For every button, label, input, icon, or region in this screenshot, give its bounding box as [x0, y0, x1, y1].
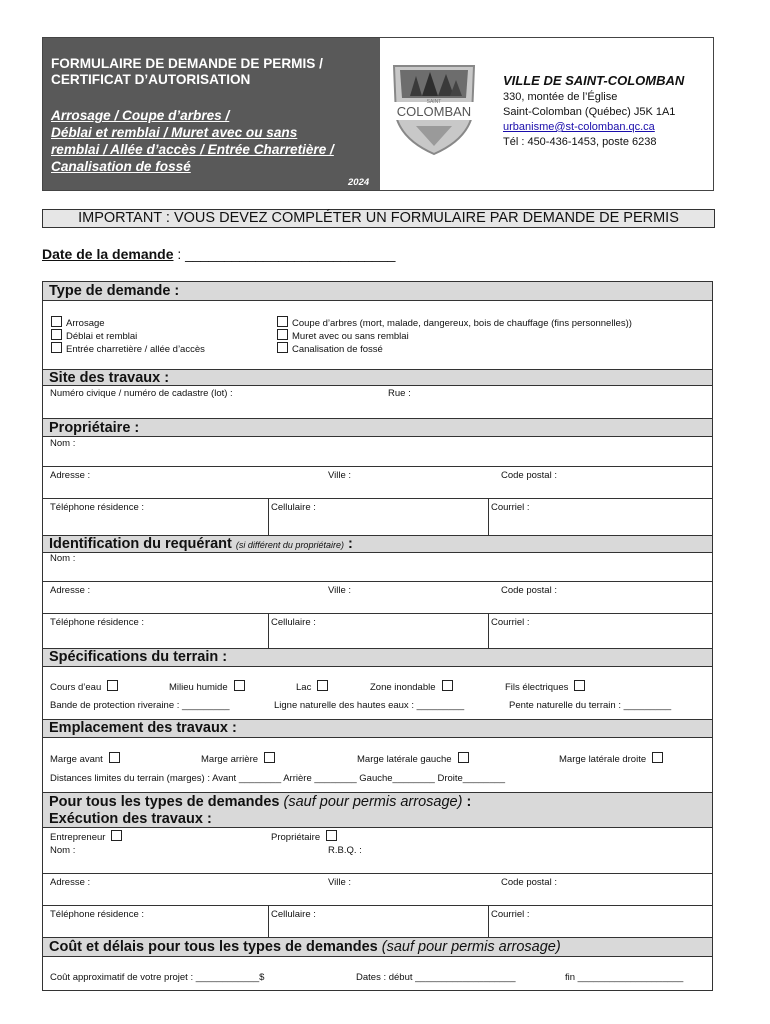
important-banner: IMPORTANT : VOUS DEVEZ COMPLÉTER UN FORMULAIRE PAR DEMANDE DE PERMIS — [42, 209, 715, 228]
svg-text:COLOMBAN: COLOMBAN — [396, 104, 472, 119]
checkbox-muret[interactable]: Muret avec ou sans remblai — [277, 329, 409, 342]
checkbox-arrosage[interactable]: Arrosage — [51, 316, 105, 329]
requester-email-field[interactable]: Courriel : — [491, 617, 530, 628]
exec-city-field[interactable]: Ville : — [328, 877, 352, 888]
checkbox-proprietaire[interactable]: Propriétaire — [271, 830, 337, 843]
checkbox-deblai[interactable]: Déblai et remblai — [51, 329, 137, 342]
exec-name-field[interactable]: Nom : — [50, 845, 76, 856]
label-ligne[interactable]: Ligne naturelle des hautes eaux : _________ — [274, 700, 465, 711]
checkbox-lac[interactable]: Lac — [296, 680, 328, 693]
start-date-field[interactable]: Dates : début ___________________ — [356, 972, 516, 983]
checkbox-marge-gauche[interactable]: Marge latérale gauche — [357, 752, 469, 765]
checkbox-marge-arriere[interactable]: Marge arrière — [201, 752, 275, 765]
exec-email-field[interactable]: Courriel : — [491, 909, 530, 920]
town-name: VILLE DE SAINT-COLOMBAN — [503, 73, 685, 88]
request-date[interactable]: Date de la demande : ___________________________ — [42, 246, 396, 262]
email-link[interactable]: urbanisme@st-colomban.qc.ca — [503, 121, 655, 133]
owner-address-field[interactable]: Adresse : — [50, 470, 91, 481]
address-line2: Saint-Colomban (Québec) J5K 1A1 — [503, 106, 676, 118]
section-terrain: Spécifications du terrain : — [43, 648, 712, 667]
checkbox-milieu-humide[interactable]: Milieu humide — [169, 680, 245, 693]
phone-line: Tél : 450-436-1453, poste 6238 — [503, 136, 657, 148]
owner-cell-field[interactable]: Cellulaire : — [271, 502, 316, 513]
requester-phone-field[interactable]: Téléphone résidence : — [50, 617, 145, 628]
requester-postal-field[interactable]: Code postal : — [501, 585, 557, 596]
section-emplacement: Emplacement des travaux : — [43, 719, 712, 738]
checkbox-cours-eau[interactable]: Cours d’eau — [50, 680, 118, 693]
checkbox-entree[interactable]: Entrée charretière / allée d’accès — [51, 342, 205, 355]
exec-postal-field[interactable]: Code postal : — [501, 877, 557, 888]
form-title: FORMULAIRE DE DEMANDE DE PERMIS / CERTIFICAT D’AUTORISATION — [51, 56, 323, 87]
exec-cell-field[interactable]: Cellulaire : — [271, 909, 316, 920]
section-execution: Pour tous les types de demandes (sauf pour permis arrosage) : Exécution des travaux : — [43, 792, 712, 828]
cost-field[interactable]: Coût approximatif de votre projet : ____________$ — [50, 972, 265, 983]
section-requester: Identification du requérant (si différent du propriétaire) : — [43, 535, 712, 553]
form-subtitle: Arrosage / Coupe d’arbres / Déblai et remblai / Muret avec ou sans remblai / Allée d’accès / Entrée Charretière / Canalisation de fossé — [51, 108, 334, 174]
requester-name-field[interactable]: Nom : — [50, 553, 76, 564]
requester-address-field[interactable]: Adresse : — [50, 585, 91, 596]
section-owner: Propriétaire : — [43, 418, 712, 437]
label-street: Rue : — [388, 388, 411, 399]
svg-text:SAINT: SAINT — [426, 99, 442, 105]
checkbox-canalisation[interactable]: Canalisation de fossé — [277, 342, 383, 355]
owner-phone-field[interactable]: Téléphone résidence : — [50, 502, 145, 513]
label-distances[interactable]: Distances limites du terrain (marges) : Avant ________ Arrière ________ Gauche________ Droite________ — [50, 773, 506, 784]
requester-cell-field[interactable]: Cellulaire : — [271, 617, 316, 628]
exec-rbq-field[interactable]: R.B.Q. : — [328, 845, 362, 856]
town-logo — [386, 58, 482, 158]
checkbox-fils[interactable]: Fils électriques — [505, 680, 585, 693]
owner-email-field[interactable]: Courriel : — [491, 502, 530, 513]
checkbox-entrepreneur[interactable]: Entrepreneur — [50, 830, 122, 843]
section-cout: Coût et délais pour tous les types de demandes (sauf pour permis arrosage) — [43, 937, 712, 957]
owner-name-field[interactable]: Nom : — [50, 438, 76, 449]
checkbox-coupe[interactable]: Coupe d’arbres (mort, malade, dangereux, bois de chauffage (fins personnelles)) — [277, 316, 632, 329]
exec-phone-field[interactable]: Téléphone résidence : — [50, 909, 145, 920]
section-site: Site des travaux : — [43, 369, 712, 386]
end-date-field[interactable]: fin ____________________ — [565, 972, 684, 983]
exec-address-field[interactable]: Adresse : — [50, 877, 91, 888]
label-pente[interactable]: Pente naturelle du terrain : _________ — [509, 700, 672, 711]
section-type: Type de demande : — [43, 281, 712, 301]
requester-city-field[interactable]: Ville : — [328, 585, 352, 596]
checkbox-marge-droite[interactable]: Marge latérale droite — [559, 752, 663, 765]
form-year: 2024 — [348, 177, 370, 188]
header-title-panel — [43, 38, 380, 190]
checkbox-zone-inondable[interactable]: Zone inondable — [370, 680, 453, 693]
address-line1: 330, montée de l’Église — [503, 91, 618, 103]
label-civic: Numéro civique / numéro de cadastre (lot) : — [50, 388, 233, 399]
owner-postal-field[interactable]: Code postal : — [501, 470, 557, 481]
checkbox-marge-avant[interactable]: Marge avant — [50, 752, 120, 765]
label-bande[interactable]: Bande de protection riveraine : _________ — [50, 700, 230, 711]
owner-city-field[interactable]: Ville : — [328, 470, 352, 481]
